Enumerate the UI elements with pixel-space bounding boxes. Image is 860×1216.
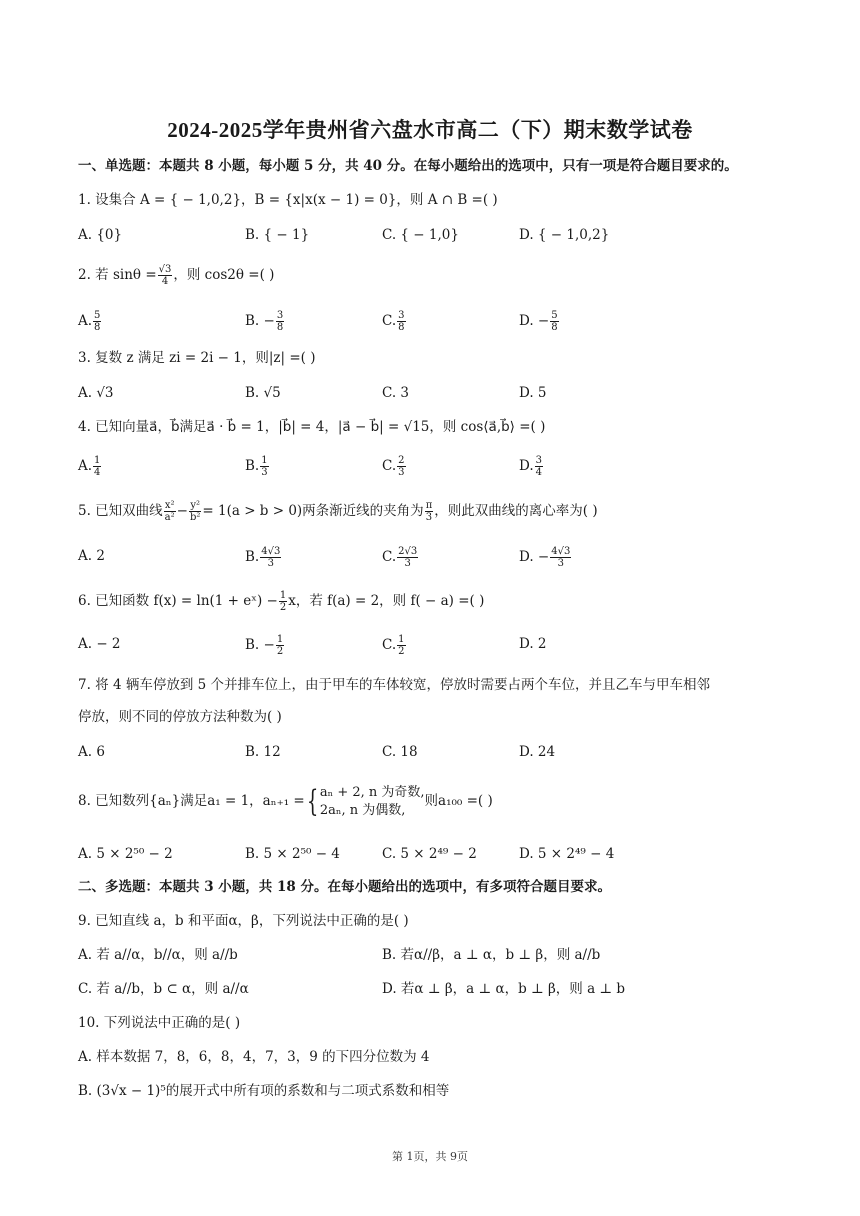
question-3-stem: 3. 复数 z 满足 zi = 2i − 1，则|z| =( ) — [78, 350, 316, 366]
question-2-option-a: A. $\frac{5}{8}$ — [78, 310, 101, 333]
question-3-option-a: A. √3 — [78, 385, 114, 401]
question-9-stem: 9. 已知直线 a，b 和平面α，β，下列说法中正确的是( ) — [78, 913, 409, 929]
question-9-option-c: C. 若 a//b，b ⊂ α，则 a//α — [78, 981, 249, 997]
question-8-stem: 8. 已知数列{aₙ}满足a₁ = 1，aₙ₊₁ ={ aₙ + 2, n 为奇数, 2aₙ, n 为偶数, 则a₁₀₀ =( ) — [78, 783, 493, 819]
question-9-option-b: B. 若α//β，a ⊥ α，b ⊥ β，则 a//b — [382, 947, 601, 963]
question-5-option-a: A. 2 — [78, 548, 105, 564]
question-8-option-d: D. 5 × 2⁴⁹ − 4 — [519, 846, 615, 862]
question-1-stem: 1. 设集合 A = { − 1,0,2}，B = {x|x(x − 1) = 0}，则 A ∩ B =( ) — [78, 192, 498, 208]
question-1-option-c: C. { − 1,0} — [382, 227, 459, 243]
question-1-option-b: B. { − 1} — [245, 227, 310, 243]
question-6-option-d: D. 2 — [519, 636, 547, 652]
question-2-option-d: D. − $\frac{5}{8}$ — [519, 310, 558, 333]
question-5-option-c: C. $\frac{2√3}{3}$ — [382, 546, 418, 569]
question-4-option-a: A. $\frac{1}{4}$ — [78, 455, 101, 478]
question-8-option-b: B. 5 × 2⁵⁰ − 4 — [245, 846, 340, 862]
question-10-stem: 10. 下列说法中正确的是( ) — [78, 1015, 241, 1031]
question-7-option-c: C. 18 — [382, 744, 418, 760]
question-10-option-a: A. 样本数据 7，8，6，8，4，7，3，9 的下四分位数为 4 — [78, 1049, 430, 1065]
question-7-stem-line-2: 停放，则不同的停放方法种数为( ) — [78, 709, 282, 725]
page-footer: 第 1页，共 9页 — [392, 1150, 468, 1163]
question-6-option-a: A. − 2 — [78, 636, 121, 652]
question-2-option-b: B. − $\frac{3}{8}$ — [245, 310, 284, 333]
question-8-option-c: C. 5 × 2⁴⁹ − 2 — [382, 846, 477, 862]
section-single-choice-heading: 一、单选题：本题共 8 小题，每小题 5 分，共 40 分。在每小题给出的选项中，只有一项是符合题目要求的。 — [78, 158, 738, 174]
question-4-option-b: B. $\frac{1}{3}$ — [245, 455, 268, 478]
question-7-option-d: D. 24 — [519, 744, 556, 760]
question-4-option-d: D. $\frac{3}{4}$ — [519, 455, 543, 478]
question-4-option-c: C. $\frac{2}{3}$ — [382, 455, 405, 478]
question-2-stem: 2. 若 sinθ = $\frac{√3}{4}$ ，则 cos2θ =( ) — [78, 264, 275, 287]
question-9-option-d: D. 若α ⊥ β，a ⊥ α，b ⊥ β，则 a ⊥ b — [382, 981, 626, 997]
question-1-option-d: D. { − 1,0,2} — [519, 227, 610, 243]
question-3-option-c: C. 3 — [382, 385, 410, 401]
question-3-option-b: B. √5 — [245, 385, 281, 401]
question-9-option-a: A. 若 a//α，b//α，则 a//b — [78, 947, 238, 963]
section-multi-choice-heading: 二、多选题：本题共 3 小题，共 18 分。在每小题给出的选项中，有多项符合题目要求。 — [78, 879, 611, 895]
question-7-option-a: A. 6 — [78, 744, 105, 760]
question-5-stem: 5. 已知双曲线 $\frac{\text{x²}}{\text{a²}}$ − $\frac{\text{y²}}{\text{b²}}$ = 1(a > b > 0)两条渐近线的夹角为 $\frac{\pi}{3}$ ，则此双曲线的离心率为( ) — [78, 500, 598, 523]
question-3-option-d: D. 5 — [519, 385, 547, 401]
question-5-option-b: B. $\frac{4√3}{3}$ — [245, 546, 281, 569]
question-10-option-b: B. (3√x − 1)⁵的展开式中所有项的系数和与二项式系数和相等 — [78, 1083, 450, 1099]
question-8-option-a: A. 5 × 2⁵⁰ − 2 — [78, 846, 173, 862]
question-4-stem: 4. 已知向量a⃗，b⃗满足a⃗ · b⃗ = 1，|b⃗| = 4，|a⃗ − b⃗| = √15，则 cos⟨a⃗,b⃗⟩ =( ) — [78, 419, 546, 435]
question-2-option-c: C. $\frac{3}{8}$ — [382, 310, 405, 333]
page-title: 2024-2025学年贵州省六盘水市高二（下）期末数学试卷 — [167, 118, 693, 142]
question-1-option-a: A. {0} — [78, 227, 123, 243]
question-6-option-b: B. − $\frac{1}{2}$ — [245, 634, 284, 657]
question-6-stem: 6. 已知函数 f(x) = ln(1 + eˣ) − $\frac{1}{2}$ x，若 f(a) = 2，则 f( − a) =( ) — [78, 590, 485, 613]
question-6-option-c: C. $\frac{1}{2}$ — [382, 634, 405, 657]
question-5-option-d: D. − $\frac{4√3}{3}$ — [519, 546, 571, 569]
question-7-stem-line-1: 7. 将 4 辆车停放到 5 个并排车位上，由于甲车的车体较宽，停放时需要占两个车位，并且乙车与甲车相邻 — [78, 677, 711, 693]
question-7-option-b: B. 12 — [245, 744, 281, 760]
